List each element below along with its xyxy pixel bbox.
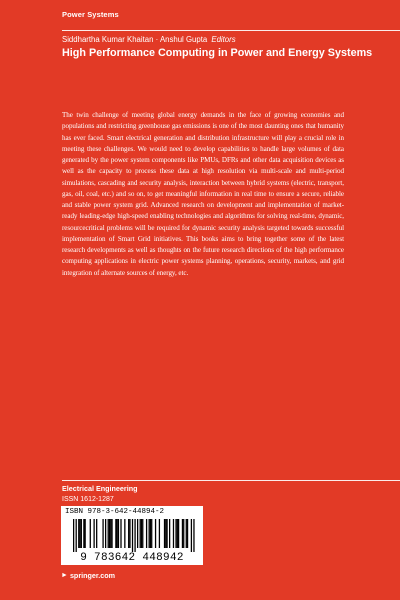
barcode-bar — [150, 519, 151, 548]
barcode-bar — [155, 519, 156, 548]
publisher-website[interactable] — [61, 571, 115, 580]
top-divider — [62, 30, 400, 31]
barcode-bar — [149, 519, 150, 548]
barcode-bar — [169, 519, 170, 548]
barcode-bar — [137, 519, 138, 548]
bottom-divider — [62, 480, 400, 481]
subject-category: Electrical Engineering — [62, 484, 138, 493]
barcode-bar — [186, 519, 187, 548]
barcode-bar — [115, 519, 116, 548]
barcode-bar — [102, 519, 103, 548]
barcode-bar — [85, 519, 86, 548]
isbn-barcode — [61, 506, 203, 565]
barcode-bar — [129, 519, 130, 548]
barcode-bar — [166, 519, 167, 548]
barcode-bar — [165, 519, 166, 548]
book-description: The twin challenge of meeting global energy demands in the face of growing economies and populations and restricting greenhouse gas emissions is one of the most daunting ones that humanity has ever faced. Smart electrical generation and distribution infrastructure will play a crucial role in meeting these challenges. We would need to develop capabilities to handle large volumes of data generated by the power system components like PMUs, DFRs and other data acquisition devices as well as the capacity to process these data at high resolution via multi-scale and multi-period simulations, cascading and security analysis, interaction between hybrid systems (electric, transport, gas, oil, coal, etc.) and so on, to get meaningful information in real time to ensure a secure, reliable and stable power system grid. Advanced research on development and implementation of market-ready leading-edge high-speed enabling technologies and algorithms for solving real-time, dynamic, resourcecritical problems will be required for dynamic security analysis targeted towards successful implementation of Smart Grid initiatives. This books aims to bring together some of the latest research developments as well as thoughts on the future research directions of the high performance computing applications in electric power systems planning, operations, security, markets, and grid integration of alternate sources of energy, etc. — [62, 111, 344, 277]
barcode-bar — [109, 519, 110, 548]
authors-names: Siddhartha Kumar Khaitan · Anshul Gupta — [62, 35, 208, 44]
barcode-bar — [151, 519, 152, 548]
isbn-number: ISBN 978-3-642-44894-2 — [65, 508, 165, 516]
barcode-bar — [108, 519, 109, 548]
barcode-bar — [117, 519, 118, 548]
barcode-bar — [177, 519, 178, 548]
barcode-bar — [175, 519, 176, 548]
barcode-bar — [193, 519, 194, 552]
barcode-bar — [140, 519, 141, 548]
editors-label: Editors — [211, 35, 236, 44]
issn-number: ISSN 1612-1287 — [62, 496, 114, 503]
website-link[interactable]: springer.com — [69, 571, 116, 580]
barcode-bar — [111, 519, 112, 548]
barcode-bar — [132, 519, 133, 552]
book-title: High Performance Computing in Power and Energy Systems — [62, 47, 373, 59]
barcode-bar — [118, 519, 119, 548]
authors-line — [62, 35, 236, 44]
barcode-bar — [120, 519, 121, 548]
barcode-bar — [124, 519, 125, 548]
barcode-bar — [146, 519, 147, 548]
barcode-bar — [78, 519, 79, 548]
series-name: Power Systems — [62, 10, 119, 19]
barcode-bar — [173, 519, 174, 548]
barcode-bar — [142, 519, 143, 548]
arrow-right-icon: ► — [61, 572, 68, 579]
barcode-bar — [105, 519, 106, 548]
barcode-bar — [96, 519, 97, 548]
barcode-bar — [187, 519, 188, 548]
barcode-bar — [182, 519, 183, 548]
barcode-bar — [110, 519, 111, 548]
barcode-bar — [134, 519, 135, 552]
barcode-bar — [183, 519, 184, 548]
barcode-bar — [178, 519, 179, 548]
ean-digits: 9 783642 448942 — [80, 552, 184, 564]
barcode-bar — [90, 519, 91, 548]
barcode-bar — [73, 519, 74, 552]
barcode-bar — [128, 519, 129, 548]
barcode-bar — [79, 519, 80, 548]
barcode-bar — [141, 519, 142, 548]
barcode-bar — [164, 519, 165, 548]
barcode-bar — [159, 519, 160, 548]
barcode-bar — [191, 519, 192, 552]
barcode-bars — [65, 519, 199, 552]
barcode-bar — [76, 519, 77, 552]
barcode-bar — [81, 519, 82, 548]
barcode-bar — [93, 519, 94, 548]
barcode-bar — [83, 519, 84, 548]
